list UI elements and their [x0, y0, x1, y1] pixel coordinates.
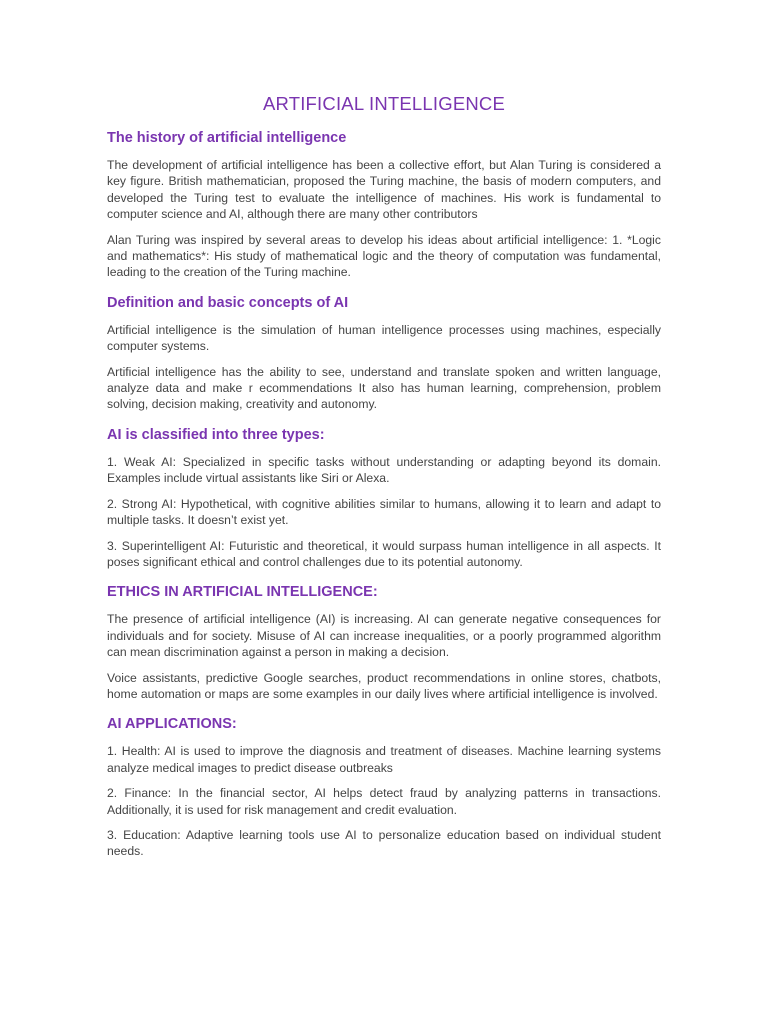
- list-item: 2. Strong AI: Hypothetical, with cognitive abilities similar to humans, allowing it to learn and adapt to multiple tasks. It doesn’t exist yet.: [107, 496, 661, 528]
- section-heading: The history of artificial intelligence: [107, 130, 347, 146]
- paragraph: Artificial intelligence is the simulation of human intelligence processes using machines, especially computer systems.: [107, 322, 661, 354]
- document-title: ARTIFICIAL INTELLIGENCE: [262, 93, 506, 114]
- list-item: 1. Health: AI is used to improve the diagnosis and treatment of diseases. Machine learning systems analyze medical images to predict disease outbreaks: [107, 744, 661, 775]
- section-definition: [107, 294, 661, 413]
- section-heading: Definition and basic concepts of AI: [107, 294, 349, 311]
- section-applications: [107, 715, 661, 859]
- section-history: [107, 129, 661, 281]
- paragraph: Artificial intelligence has the ability to see, understand and translate spoken and written language, analyze data and make r ecommendations It also has human learning, comprehension, problem solving, decision making, creativity and autonomy.: [107, 364, 661, 412]
- section-heading: AI APPLICATIONS:: [107, 716, 237, 733]
- list-item: 3. Education: Adaptive learning tools use AI to personalize education based on individual student needs.: [107, 827, 661, 859]
- paragraph: Voice assistants, predictive Google searches, product recommendations in online stores, chatbots, home automation or maps are some examples in our daily lives where artificial intelligence is involved.: [107, 670, 661, 701]
- list-item: 2. Finance: In the financial sector, AI helps detect fraud by analyzing patterns in transactions. Additionally, it is used for risk management and credit evaluation.: [107, 786, 661, 817]
- list-item: 1. Weak AI: Specialized in specific tasks without understanding or adapting beyond its domain. Examples include virtual assistants like Siri or Alexa.: [107, 454, 661, 486]
- paragraph: The development of artificial intelligence has been a collective effort, but Alan Turing is considered a key figure. British mathematician, proposed the Turing machine, the basis of modern computers, and developed the Turing test to evaluate the intelligence of machines. His work is fundamental to computer science and AI, although there are many other contributors: [107, 158, 661, 222]
- list-item: 3. Superintelligent AI: Futuristic and theoretical, it would surpass human intelligence in all aspects. It poses significant ethical and control challenges due to its potential autonomy.: [107, 538, 661, 569]
- section-heading: AI is classified into three types:: [107, 426, 325, 443]
- paragraph: The presence of artificial intelligence (AI) is increasing. AI can generate negative consequences for individuals and for society. Misuse of AI can increase inequalities, or a poorly programmed algorithm can mean discrimination against a person in making a decision.: [107, 612, 661, 660]
- section-ai-types: [107, 426, 661, 570]
- section-ethics: [107, 583, 661, 702]
- section-heading: ETHICS IN ARTIFICIAL INTELLIGENCE:: [107, 584, 378, 601]
- paragraph: Alan Turing was inspired by several areas to develop his ideas about artificial intelligence: 1. *Logic and mathematics*: His study of mathematical logic and the theory of computation was fundamental, leading to the creation of the Turing machine.: [107, 232, 661, 280]
